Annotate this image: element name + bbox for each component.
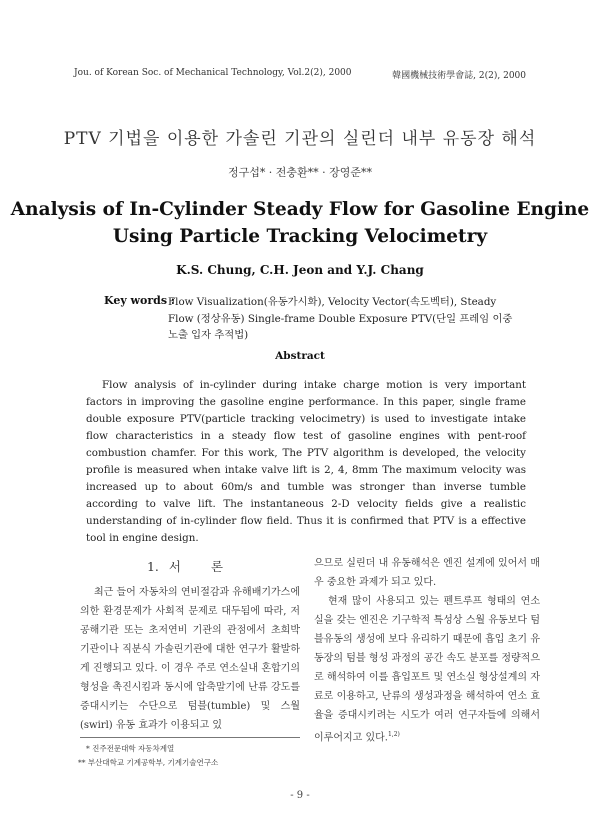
footnote-affiliation-2: ** 부산대학교 기계공학부, 기계기술연구소: [78, 758, 219, 767]
paper-title-english: Analysis of In-Cylinder Steady Flow for Gasoline Engine Using Particle Tracking Velocimetry: [10, 199, 590, 247]
section-heading: [80, 557, 290, 575]
section-number: 1.: [146, 559, 159, 574]
footnote-divider: [80, 737, 300, 738]
abstract-heading: Abstract: [275, 350, 325, 362]
page-number: - 9 -: [290, 790, 310, 801]
body-text-right-column: [314, 554, 540, 747]
citation-marker: 1,2): [387, 731, 400, 738]
section-title-part-b: 론: [210, 559, 224, 574]
body-paragraph: 으므로 실린더 내 유동해석은 엔진 설계에 있어서 매우 중요한 과제가 되고 있다.: [314, 558, 540, 588]
footnote-affiliation-1: * 진주전문대학 자동차계열: [86, 744, 175, 753]
body-paragraph-text: 현재 많이 사용되고 있는 펜트루프 형태의 연소실을 갖는 엔진은 기구학적 특성상 스월 유동보다 텀블유동의 생성에 보다 유리하기 때문에 흡입 초기 유동장의 텀블 형성 과정의 공간 속도 분포를 정량적으로 해석하여 이를 흡입포트 및 연소실 형상설계의 자료로 이용하고, 난류의 생성과정을 해석하여 연소 효율을 증대시키려는 시도가 여러 연구자들에 의해서 이루어지고 있다.: [314, 596, 540, 744]
keywords-text: Flow Visualization(유동가시화), Velocity Vector(속도벡터), Steady Flow (정상유동) Single-frame Double Exposure PTV(단일 프레임 이중 노출 입자 추적법): [168, 296, 513, 341]
body-paragraph: [314, 592, 540, 747]
paper-title-korean: PTV 기법을 이용한 가솔린 기관의 실린더 내부 유동장 해석: [63, 129, 537, 149]
journal-header-english: Jou. of Korean Soc. of Mechanical Technology, Vol.2(2), 2000: [74, 68, 352, 78]
body-text-left-column: 최근 들어 자동차의 연비절감과 유해배기가스에 의한 환경문제가 사회적 문제로 대두됨에 따라, 저공해기관 또는 초저연비 기관의 관점에서 초희박 기관이나 직분식 가솔린기관에 대한 연구가 활발하게 진행되고 있다. 이 경우 주로 연소실내 혼합기의 형성을 촉진시킴과 동시에 압축말기에 난류 강도를 증대시키는 수단으로 텀블(tumble) 및 스월(swirl) 유동 효과가 이용되고 있: [80, 587, 300, 731]
keywords-label: Key words :: [104, 294, 175, 307]
authors-english: K.S. Chung, C.H. Jeon and Y.J. Chang: [176, 263, 424, 277]
journal-header-korean: 韓國機械技術學會誌, 2(2), 2000: [392, 71, 526, 81]
abstract-text: Flow analysis of in-cylinder during intake charge motion is very important factors in improving the gasoline engine performance. In this paper, single frame double exposure PTV(particle tracking velocimetry) is used to investigate intake flow characteristics in a steady flow test of gasoline engines with pent-roof combustion chamfer. For this work, The PTV algorithm is developed, the velocity profile is measured when intake valve lift is 2, 4, 8mm The maximum velocity was increased up to about 60m/s and tumble was stronger than inverse tumble according to valve lift. The instantaneous 2-D velocity fields give a realistic understanding of in-cylinder flow field. Thus it is confirmed that PTV is a effective tool in engine design.: [86, 379, 526, 544]
section-title-part-a: 서: [168, 559, 181, 574]
authors-korean: 정구섭* · 전충환** · 장영준**: [227, 166, 373, 179]
